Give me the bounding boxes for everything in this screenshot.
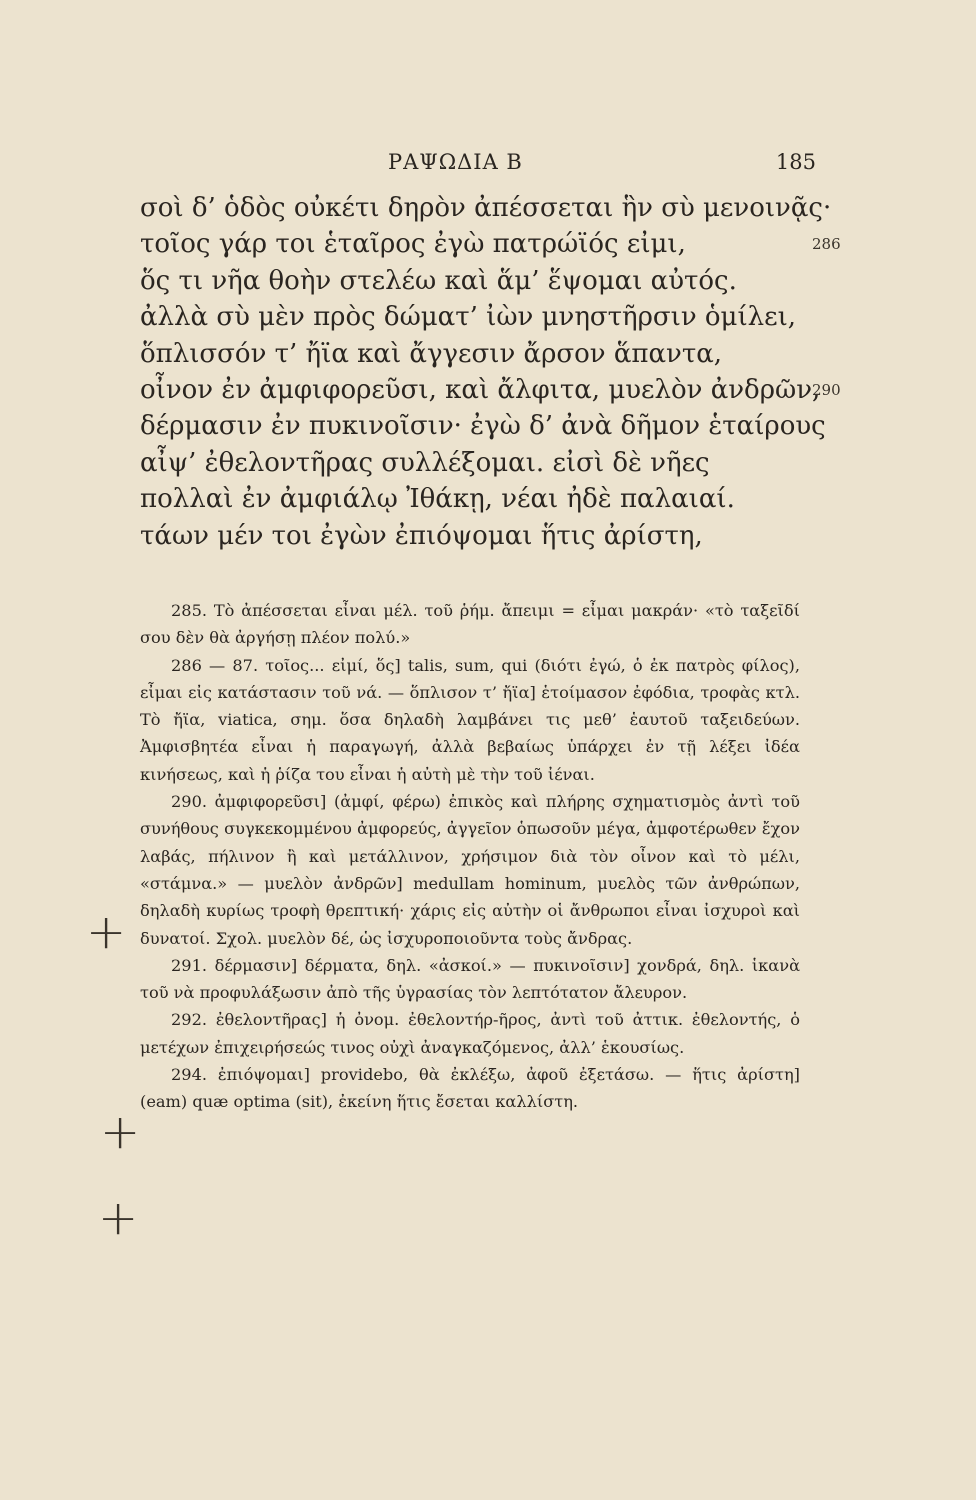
handwritten-cross-mark: + [86,904,127,960]
verse-text: ἀλλὰ σὺ μὲν πρὸς δώματ’ ἰὼν μνηστῆρσιν ὁμίλει, [140,302,797,333]
line-number: 290 [812,380,841,399]
running-head: ΡΑΨΩΔΙΑ Β [388,150,523,174]
verse-text: σοὶ δ’ ὁδὸς οὐκέτι δηρὸν ἀπέσσεται ἣν σὺ μενοινᾷς· [140,193,832,223]
verse-text: αἶψ’ ἐθελοντῆρας συλλέξομαι. εἰσὶ δὲ νῆες [140,447,710,478]
verse-text: ὅς τι νῆα θοὴν στελέω καὶ ἅμ’ ἕψομαι αὐτός. [140,265,737,296]
verse-line [140,190,860,226]
verse-text: τάων μέν τοι ἐγὼν ἐπιόψομαι ἥτις ἀρίστη, [140,520,703,551]
verse-line [140,481,860,517]
verse-line [140,408,860,444]
note-paragraph: 290. ἀμφιφορεῦσι] (ἀμφί, φέρω) ἐπικὸς καὶ πλήρης σχηματισμὸς ἀντὶ τοῦ συνήθους συγκεκομμένου ἀμφορεύς, ἀγγεῖον ὁπωσοῦν μέγα, ἀμφοτέρωθεν ἔχον λαβάς, πήλινον ἢ καὶ μετάλλινον, χρήσιμον διὰ τὸν οἶνον καὶ τὸ μέλι, «στάμνα.» — μυελὸν ἀνδρῶν] medullam hominum, μυελὸς τῶν ἀνθρώπων, δηλαδὴ κυρίως τροφὴ θρεπτική· χάρις εἰς αὐτὴν οἱ ἄνθρωποι εἶναι ἰσχυροὶ καὶ δυνατοί. Σχολ. μυελὸν δέ, ὡς ἰσχυροποιοῦντα τοὺς ἄνδρας. [140,792,800,948]
verse-line [140,336,860,372]
note-paragraph: 291. δέρμασιν] δέρματα, δηλ. «ἀσκοί.» — πυκινοῖσιν] χονδρά, δηλ. ἱκανὰ τοῦ νὰ προφυλάξωσιν ἀπὸ τῆς ὑγρασίας τὸν λεπτότατον ἄλευρον. [140,955,800,1003]
verse-line [140,226,860,262]
note-paragraph: 285. Τὸ ἀπέσσεται εἶναι μέλ. τοῦ ῥήμ. ἄπειμι = εἶμαι μακράν· «τὸ ταξεῖδί σου δὲν θὰ ἀργήσῃ πλέον πολύ.» [140,601,800,648]
verse-line [140,372,860,408]
verse-text: τοῖος γάρ τοι ἑταῖρος ἐγὼ πατρώϊός εἰμι, [140,229,686,260]
verse-text: ὅπλισσόν τ’ ἤϊα καὶ ἄγγεσιν ἄρσον ἅπαντα, [140,338,723,369]
commentary-notes [140,597,800,1116]
verse-line [140,445,860,481]
verse-text: δέρμασιν ἐν πυκινοῖσιν· ἐγὼ δ’ ἀνὰ δῆμον ἑταίρους [140,411,826,442]
verse-block [140,190,860,554]
note-paragraph: 286 — 87. τοῖος... εἰμί, ὅς] talis, sum, qui (διότι ἐγώ, ὁ ἐκ πατρὸς φίλος), εἶμαι εἰς κατάστασιν τοῦ νά. — ὅπλισον τ’ ἤϊα] ἑτοίμασον ἐφόδια, τροφὰς κτλ. Τὸ ἤϊα, viatica, σημ. ὅσα δηλαδὴ λαμβάνει τις μεθ’ ἑαυτοῦ ταξειδεύων. Ἀμφισβητέα εἶναι ἡ παραγωγή, ἀλλὰ βεβαίως ὑπάρχει ἐν τῇ λέξει ἰδέα κινήσεως, καὶ ἡ ῥίζα του εἶναι ἡ αὐτὴ μὲ τὴν τοῦ ἰέναι. [140,655,800,784]
verse-text: πολλαὶ ἐν ἀμφιάλῳ Ἰθάκῃ, νέαι ἠδὲ παλαιαί. [140,484,735,515]
handwritten-cross-mark: + [98,1190,139,1246]
line-number: 286 [812,235,841,254]
note-paragraph: 294. ἐπιόψομαι] providebo, θὰ ἐκλέξω, ἀφοῦ ἐξετάσω. — ἥτις ἀρίστη] (eam) quæ optima (sit), ἐκείνη ἥτις ἔσεται καλλίστη. [140,1065,800,1112]
page-number: 185 [775,150,816,174]
verse-line [140,299,860,335]
page-header [0,150,976,190]
verse-text: οἶνον ἐν ἀμφιφορεῦσι, καὶ ἄλφιτα, μυελὸν ἀνδρῶν, [140,374,821,405]
verse-line [140,518,860,554]
note-paragraph: 292. ἐθελοντῆρας] ἡ ὀνομ. ἐθελοντήρ-ῆρος, ἀντὶ τοῦ ἀττικ. ἐθελοντής, ὁ μετέχων ἐπιχειρήσεώς τινος οὐχὶ ἀναγκαζόμενος, ἀλλ’ ἑκουσίως. [140,1010,800,1057]
handwritten-cross-mark: + [100,1104,141,1160]
verse-line [140,263,860,299]
